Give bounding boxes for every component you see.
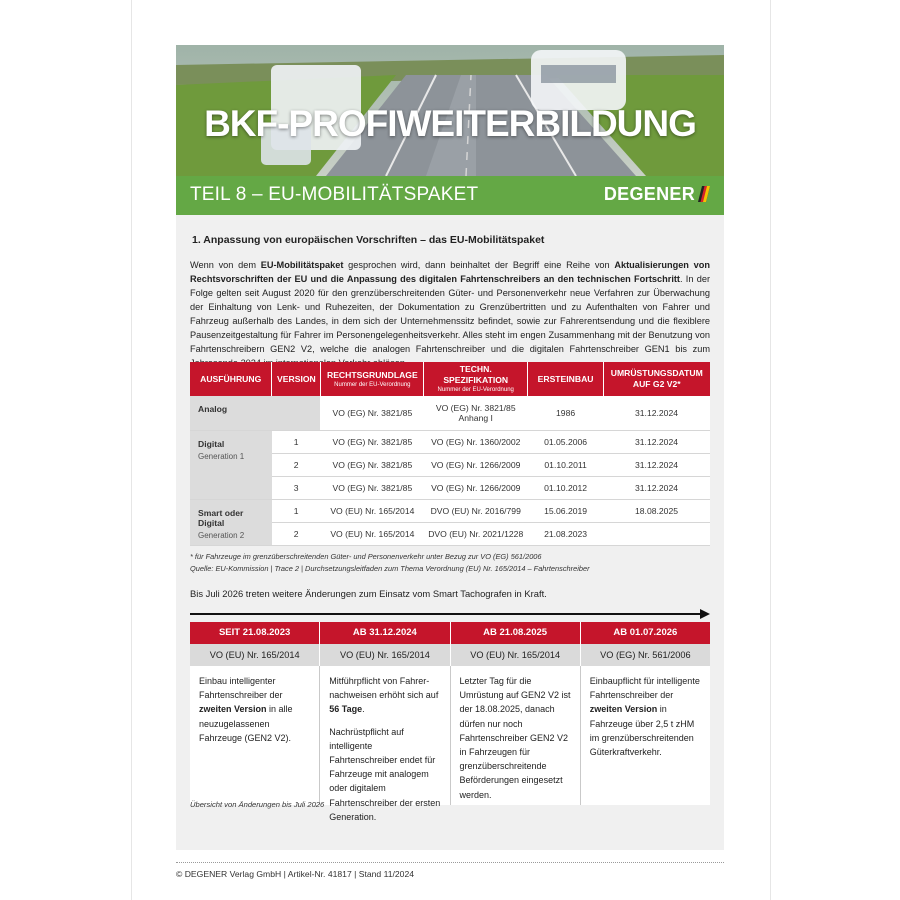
- version-cell: 2: [272, 453, 321, 476]
- timeline-date: AB 31.12.2024: [320, 622, 450, 644]
- band-subtitle: TEIL 8 – EU-MOBILITÄTSPAKET: [190, 184, 479, 205]
- recht-cell: VO (EU) Nr. 165/2014: [321, 499, 424, 522]
- intro-paragraph: [190, 258, 710, 370]
- recht-cell: VO (EG) Nr. 3821/85: [321, 396, 424, 430]
- ersteinbau-cell: 01.10.2012: [528, 476, 604, 499]
- timeline-date: SEIT 21.08.2023: [190, 622, 320, 644]
- col-header-rechtsgrundlage: [321, 362, 424, 396]
- intro-bold: Aktualisierungen von Rechtsvorschriften der EU und die Anpassung des digitalen Fahrtenschreibers an den technischen Fortschritt: [190, 260, 710, 284]
- timeline-regulation: VO (EU) Nr. 165/2014: [451, 644, 581, 666]
- recht-cell: VO (EG) Nr. 3821/85: [321, 476, 424, 499]
- umruestung-cell: 18.08.2025: [604, 499, 710, 522]
- spez-text: VO (EG) Nr. 3821/85: [435, 402, 516, 413]
- timeline-date: AB 01.07.2026: [581, 622, 710, 644]
- timeline-body-row: [190, 666, 710, 822]
- footnote: * für Fahrzeuge im grenzüberschreitenden Güter- und Personenverkehr unter Bezug zur VO (EG) 561/2006: [190, 552, 542, 561]
- intro-text: Wenn von dem: [190, 260, 261, 270]
- timeline-text: Mitführpflicht von Fahrernachweisen erhöht sich auf 56 Tage.: [329, 676, 439, 715]
- timeline-intro: Bis Juli 2026 treten weitere Änderungen zum Einsatz vom Smart Tachografen in Kraft.: [190, 588, 547, 599]
- ersteinbau-cell: 15.06.2019: [528, 499, 604, 522]
- header-label: TECHN. SPEZIFIKATION: [443, 364, 509, 385]
- group-label: [190, 430, 272, 499]
- group-name: Digital: [198, 438, 225, 449]
- spez-cell: DVO (EU) Nr. 2016/799: [424, 499, 528, 522]
- hero-image: [176, 45, 724, 176]
- table-row: [190, 396, 710, 430]
- timeline-arrow-icon: [190, 607, 710, 621]
- timeline-body: [451, 666, 581, 805]
- table-footnotes: [190, 551, 590, 575]
- group-name: Analog: [198, 404, 228, 414]
- timeline-body: [190, 666, 320, 805]
- group-generation: Generation 1: [198, 451, 245, 461]
- section-heading: 1. Anpassung von europäischen Vorschriften – das EU-Mobilitätspaket: [192, 234, 545, 246]
- ersteinbau-cell: 21.08.2023: [528, 522, 604, 545]
- recht-cell: VO (EG) Nr. 3821/85: [321, 430, 424, 453]
- umruestung-cell: 31.12.2024: [604, 430, 710, 453]
- spez-cell: [424, 396, 528, 430]
- timeline-regulation: VO (EU) Nr. 165/2014: [320, 644, 450, 666]
- spez-cell: VO (EG) Nr. 1266/2009: [424, 476, 528, 499]
- ersteinbau-cell: 01.05.2006: [528, 430, 604, 453]
- umruestung-cell: 31.12.2024: [604, 396, 710, 430]
- header-sublabel: Nummer der EU-Verordnung: [437, 387, 514, 393]
- col-header-ausfuehrung: AUSFÜHRUNG: [190, 362, 272, 396]
- umruestung-cell: [604, 522, 710, 545]
- header-sublabel: Nummer der EU-Verordnung: [334, 381, 411, 388]
- footer-divider: [176, 862, 724, 863]
- ersteinbau-cell: 01.10.2011: [528, 453, 604, 476]
- title-band: [176, 176, 724, 215]
- header-label: RECHTSGRUNDLAGE: [326, 369, 418, 380]
- timeline-text: Einbau intelligenter Fahrtenschreiber der zweiten Version in alle neuzugelassenen Fahrzeuge (GEN2 V2).: [199, 676, 293, 743]
- timeline-text: Einbaupflicht für intelligente Fahrtenschreiber der zweiten Version in Fahrzeuge über 2,5 t zHM im grenzüberschreitenden Güterkraftverkehr.: [589, 676, 700, 758]
- group-name: Smart oder Digital: [198, 507, 244, 528]
- version-cell: 2: [272, 522, 321, 545]
- version-cell: [272, 396, 321, 430]
- footer-text: © DEGENER Verlag GmbH | Artikel-Nr. 41817 | Stand 11/2024: [176, 869, 415, 879]
- flag-mark-icon: [698, 186, 710, 202]
- group-label: [190, 499, 272, 545]
- group-label: [190, 396, 272, 430]
- page-title: BKF-PROFIWEITERBILDUNG: [204, 103, 696, 144]
- spez-cell: VO (EG) Nr. 1360/2002: [424, 430, 528, 453]
- version-cell: 3: [272, 476, 321, 499]
- timeline-text: Nachrüstpflicht auf intelligente Fahrtenschreiber endet für Fahrzeuge mit analogem oder digitalem Fahrtenschreiber der ersten Generation.: [329, 726, 441, 822]
- tachograph-table: [190, 362, 710, 546]
- timeline-date-row: [190, 622, 710, 644]
- spez-text: Anhang I: [458, 412, 493, 423]
- timeline-regulation: VO (EU) Nr. 165/2014: [190, 644, 320, 666]
- ersteinbau-cell: 1986: [528, 396, 604, 430]
- col-header-spezifikation: [424, 362, 528, 396]
- spez-cell: DVO (EU) Nr. 2021/1228: [424, 522, 528, 545]
- spez-cell: VO (EG) Nr. 1266/2009: [424, 453, 528, 476]
- timeline-regulation: VO (EG) Nr. 561/2006: [581, 644, 710, 666]
- source-note: Quelle: EU-Kommission | Trace 2 | Durchsetzungsleitfaden zum Thema Verordnung (EU) Nr. 165/2014 – Fahrtenschreiber: [190, 564, 590, 573]
- intro-text: . In der Folge gelten seit August 2020 für den grenzüberschreitenden Güter- und Personenverkehr neue Verfahren zur Überwachung der Einhaltung von Lenk- und Ruhezeiten, der Dokumentation zu Grenzübertritten und zu Aufenthalten von Fahrer und Fahrzeug außerhalb des Landes, in dem sich der Unternehmenssitz befindet, sowie zur Fahrerentsendung und die flexiblere Pausenzeitgestaltung für Fahrer im Personengelegenheitsverkehr. Alles steht im engen Zusammenhang mit der Benutzung von Fahrtenschreibern GEN2 V2, welche die analogen Fahrtenschreiber und die digitalen Fahrtenschreiber GEN1 bis zum: [190, 274, 710, 354]
- timeline-body: [320, 666, 450, 822]
- umruestung-cell: 31.12.2024: [604, 453, 710, 476]
- col-header-umruestung: UMRÜSTUNGSDATUM AUF G2 V2*: [604, 362, 710, 396]
- group-generation: Generation 2: [198, 530, 245, 540]
- intro-bold: EU-Mobilitätspaket: [260, 260, 344, 270]
- version-cell: 1: [272, 499, 321, 522]
- table-row: [190, 430, 710, 453]
- table-header-row: [190, 362, 710, 396]
- col-header-version: VERSION: [272, 362, 321, 396]
- logo-text: DEGENER: [603, 184, 695, 204]
- timeline-date: AB 21.08.2025: [451, 622, 581, 644]
- timeline-text: Letzter Tag für die Umrüstung auf GEN2 V2 ist der 18.08.2025, danach dürfen nur noch Fahrtenschreiber GEN2 V2 in Fahrzeugen für grenzüberschreitende Beförderungen eingesetzt werden.: [459, 676, 571, 800]
- umruestung-cell: 31.12.2024: [604, 476, 710, 499]
- degener-logo: [604, 184, 710, 205]
- intro-text: gesprochen wird, dann beinhaltet der Begriff eine Reihe von: [343, 260, 615, 270]
- recht-cell: VO (EU) Nr. 165/2014: [321, 522, 424, 545]
- timeline-caption: Übersicht von Änderungen bis Juli 2026: [190, 800, 325, 809]
- timeline-body: [581, 666, 710, 805]
- timeline: [190, 622, 710, 822]
- version-cell: 1: [272, 430, 321, 453]
- table-row: [190, 499, 710, 522]
- recht-cell: VO (EG) Nr. 3821/85: [321, 453, 424, 476]
- col-header-ersteinbau: ERSTEINBAU: [528, 362, 604, 396]
- timeline-regulation-row: [190, 644, 710, 666]
